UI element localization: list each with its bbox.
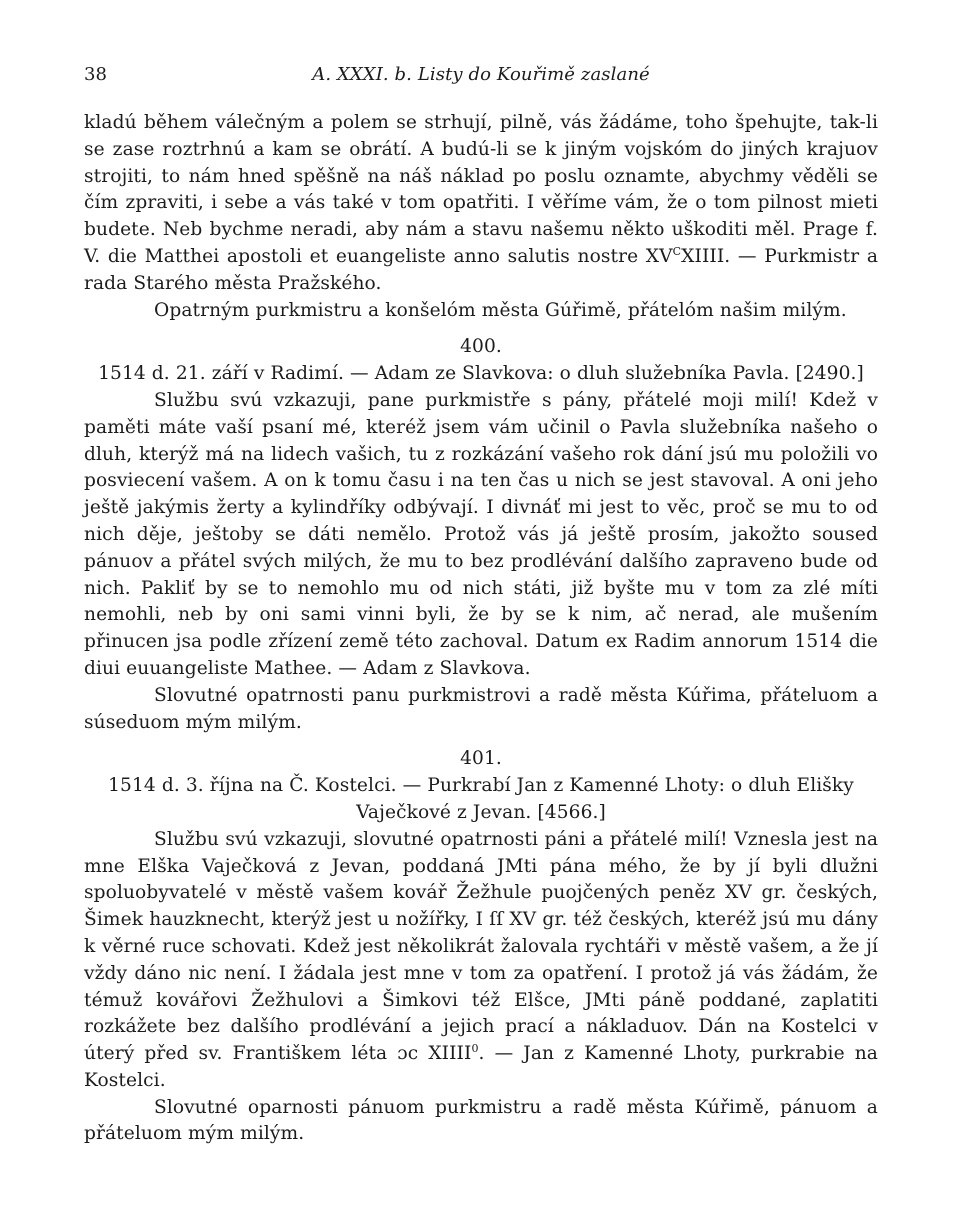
letter-address: Opatrným purkmistru a konšelóm města Gúřimě, přátelóm našim milým. [154,299,847,321]
continuation-text: kladú během válečným a polem se strhují, pilně, vás žádáme, toho špehujte, tak-li se zase roztrhnú a kam se obrátí. A budú-li se k jiným vojskóm do jiných krajuov strojiti, to nám hned spěšně na náš náklad po poslu oznamte, abychmy věděli se čím zpraviti, i sebe a vás také v tom opatřiti. I věříme vám, že o tom pilnost mieti budete. Neb bychme neradi, aby nám a stavu našemu někto uškoditi měl. Prage f. V. die Matthei apostoli et euangeliste anno salutis nostre XV [84,112,878,267]
letter-body: Službu svú vzkazuji, pane purkmistře s pány, přátelé moji milí! Kdež v paměti máte vaší psaní mé, kteréž jsem vám učinil o Pavla služebníka našeho o dluh, kterýž má na lidech vašich, tu z rozkázání vašeho rok dání jsú mu položili vo posviecení vašem. A on k tomu času i na ten čas u nich se jest stavoval. A oni jeho ještě jakýmis žerty a kylindříky odbývají. I divnáť mi jest to věc, proč se mu to od nich děje, ještoby se dáti nemělo. Protož vás já ještě prosím, jakožto soused pánuov a přátel svých milých, že mu to bez prodlévání dalšího zapraveno bude od nich. Pakliť by se to nemohlo mu od nich státi, již byšte mu v tom za zlé míti nemohli, neb by oni sami vinni byli, že by se k nim, ač nerad, ale mušením přinucen jsa podle zřízení země této zachoval. Datum ex Radim annorum 1514 die diui euuangeliste Mathee. — Adam z Slavkova. [84,389,878,679]
regest-line: 1514 d. 21. září v Radimí. — Adam ze Slavkova: o dluh služebníka Pavla. [2490.] [98,363,864,385]
continuation-paragraph [84,110,878,298]
page-header [84,62,878,88]
document-number: 401. [460,748,502,770]
letter-body-superscript: 0 [471,1041,479,1055]
letter-address: Slovutné opatrnosti panu purkmistrovi a radě města Kúřima, přáteluom a súseduom mým milým. [84,684,878,733]
letter-body-text-after: . — Jan z Kamenné Lhoty, purkrabie na Kostelci. [84,1043,878,1091]
letter-address: Slovutné oparnosti pánuom purkmistru a radě města Kúřimě, pánuom a přáteluom mým milým. [84,1096,878,1145]
page-number: 38 [84,64,108,85]
letter-body [84,827,878,1095]
letter-body-text: Službu svú vzkazuji, slovutné opatrnosti páni a přátelé milí! Vznesla jest na mne Elška Vaječková z Jevan, poddaná JMti pána mého, že by jí byli dlužni spoluobyvatelé v městě vašem kovář Žežhule puojčených peněz XV gr. českých, Šimek hauzknecht, kterýž jest u nožířky, I ſſ XV gr. též českých, kteréž jsú mu dány k věrné ruce schovati. Kdež jest několikrát žalovala rychtáři v městě vašem, a že jí vždy dáno nic není. I žádala jest mne v tom za opatření. I protož já vás žádám, že témuž kovářovi Žežhulovi a Šimkovi též Elšce, JMti páně poddané, zaplatiti rozkážete bez dalšího prodlévání a jejich prací a nákladuov. Dán na Kostelci v úterý před sv. Františkem léta ɔc XIIII [84,828,878,1065]
running-title: A. XXXI. b. Listy do Kouřimě zaslané [312,64,650,85]
regest-line: 1514 d. 3. října na Č. Kostelci. — Purkrabí Jan z Kamenné Lhoty: o dluh Elišky Vaječkové z Jevan. [4566.] [108,775,854,823]
continuation-superscript: C [672,244,682,258]
continuation-text-after: XIIII. — Purkmistr a rada Starého města Pražského. [84,245,879,294]
document-number: 400. [460,336,502,358]
